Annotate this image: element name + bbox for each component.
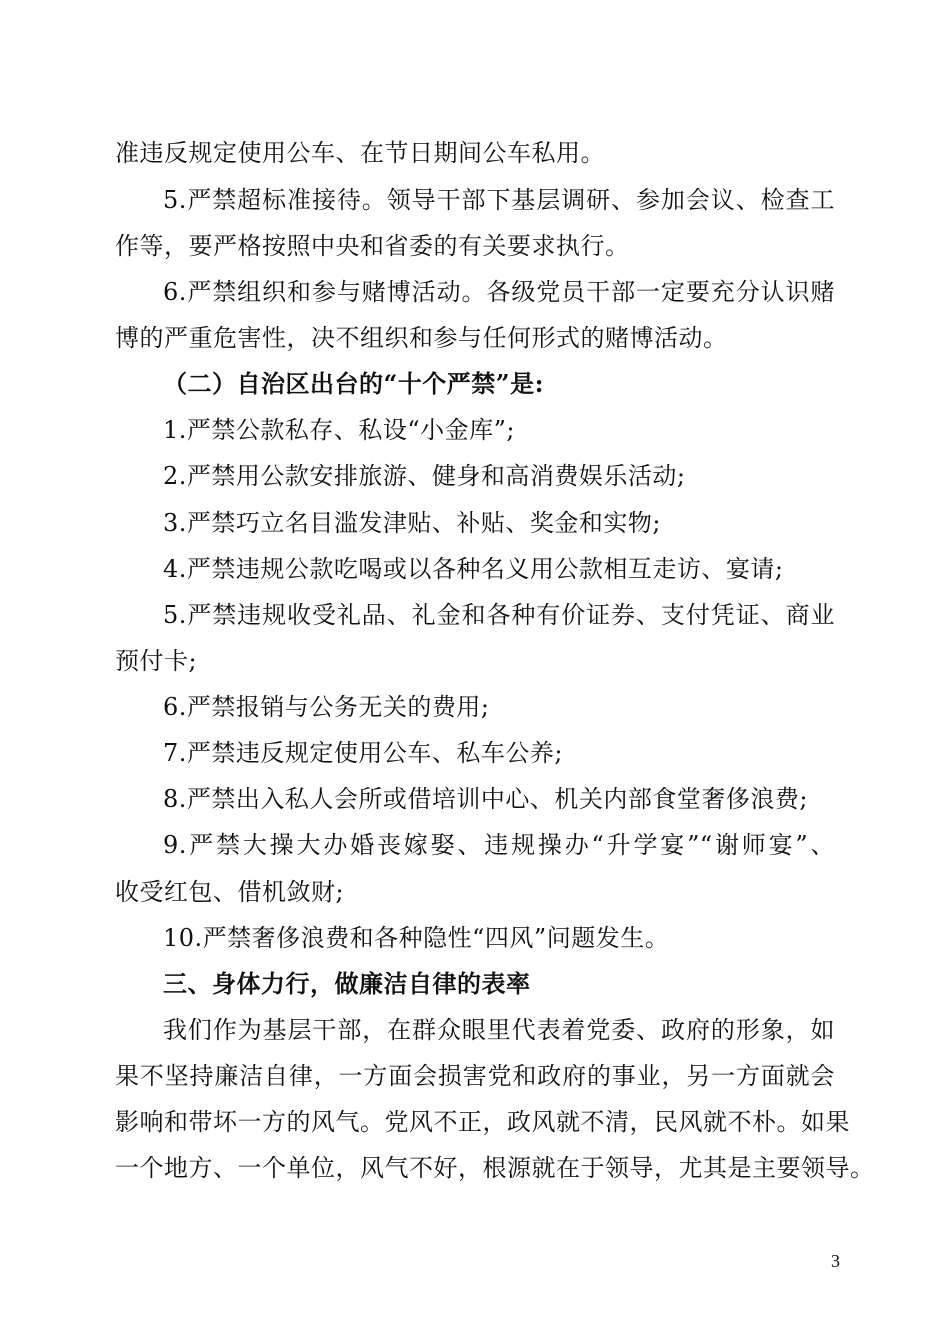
paragraph-line: 果不坚持廉洁自律，一方面会损害党和政府的事业，另一方面就会 (115, 1062, 835, 1090)
list-item: 4.严禁违规公款吃喝或以各种名义用公款相互走访、宴请; (163, 555, 784, 583)
list-item: 2.严禁用公款安排旅游、健身和高消费娱乐活动; (163, 462, 686, 490)
text-line: 作等，要严格按照中央和省委的有关要求执行。 (115, 232, 630, 260)
list-item: 9.严禁大操大办婚丧嫁娶、违规操办“升学宴”“谢师宴”、 (163, 831, 835, 859)
paragraph-line: 一个地方、一个单位，风气不好，根源就在于领导，尤其是主要领导。 (115, 1154, 875, 1182)
paragraph-line: 影响和带坏一方的风气。党风不正，政风就不清，民风就不朴。如果 (115, 1108, 850, 1136)
list-item: 7.严禁违反规定使用公车、私车公养; (163, 739, 563, 767)
section-heading: 三、身体力行，做廉洁自律的表率 (163, 969, 531, 998)
list-item: 1.严禁公款私存、私设“小金库”; (163, 416, 516, 444)
list-item: 3.严禁巧立名目滥发津贴、补贴、奖金和实物; (163, 509, 661, 537)
list-item: 10.严禁奢侈浪费和各种隐性“四风”问题发生。 (163, 924, 670, 952)
text-line: 5.严禁超标准接待。领导干部下基层调研、参加会议、检查工 (163, 186, 835, 214)
list-item: 8.严禁出入私人会所或借培训中心、机关内部食堂奢侈浪费; (163, 785, 808, 813)
text-line: 收受红包、借机敛财; (115, 878, 345, 906)
paragraph-line: 我们作为基层干部，在群众眼里代表着党委、政府的形象，如 (163, 1016, 835, 1044)
page-number: 3 (831, 1251, 840, 1271)
text-line: 博的严重危害性，决不组织和参与任何形式的赌博活动。 (115, 324, 728, 352)
list-item: 5.严禁违规收受礼品、礼金和各种有价证券、支付凭证、商业 (163, 601, 835, 629)
text-line: 预付卡; (115, 647, 198, 675)
list-item: 6.严禁报销与公务无关的费用; (163, 693, 490, 721)
text-line: 6.严禁组织和参与赌博活动。各级党员干部一定要充分认识赌 (163, 278, 835, 306)
text-line: 准违反规定使用公车、在节日期间公车私用。 (115, 139, 605, 167)
section-heading: （二）自治区出台的“十个严禁”是: (163, 369, 544, 398)
